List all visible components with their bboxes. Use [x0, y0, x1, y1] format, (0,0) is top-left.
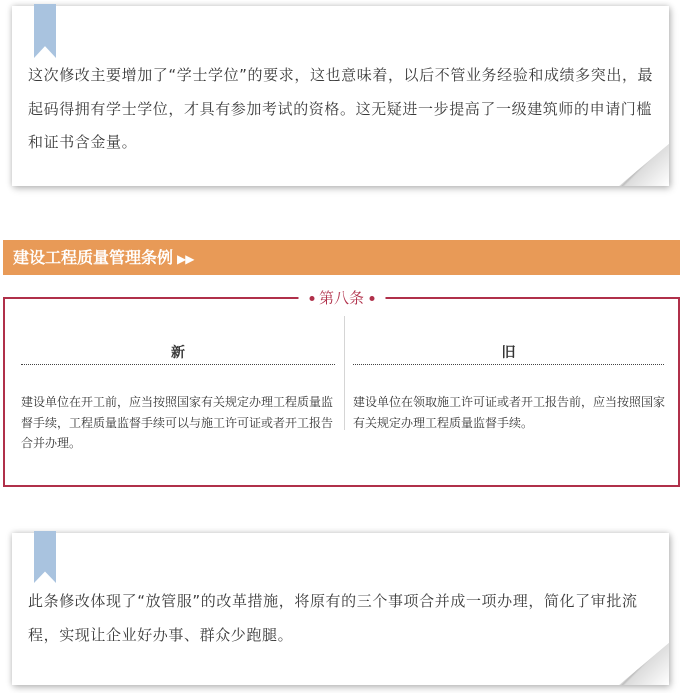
double-play-arrow-icon: ▶▶ [177, 252, 194, 266]
bookmark-ribbon-icon [34, 531, 56, 583]
commentary-card-2 [12, 533, 669, 685]
banner-title: 建设工程质量管理条例 [13, 248, 174, 267]
new-version-text: 建设单位在开工前，应当按照国家有关规定办理工程质量监督手续，工程质量监督手续可以与施工许可证或者开工报告合并办理。 [21, 395, 334, 450]
old-version-text: 建设单位在领取施工许可证或者开工报告前，应当按照国家有关规定办理工程质量监督手续。 [353, 395, 666, 430]
old-version-heading: 旧 [353, 342, 664, 365]
commentary-text-1: 这次修改主要增加了“学士学位”的要求，这也意味着，以后不管业务经验和成绩多突出，最起码得拥有学士学位，才具有参加考试的资格。这无疑进一步提高了一级建筑师的申请门槛和证书含金量。 [28, 66, 654, 151]
old-version-column [345, 299, 678, 485]
commentary-card-1 [12, 6, 669, 186]
article-title-text: 第八条 [318, 289, 365, 307]
new-version-column [5, 299, 343, 485]
section-banner [3, 240, 680, 275]
article-comparison-box [3, 289, 680, 487]
commentary-text-2: 此条修改体现了“放管服”的改革措施，将原有的三个事项合并成一项办理，简化了审批流程，实现让企业好办事、群众少跑腿。 [28, 592, 638, 644]
bookmark-ribbon-icon [34, 4, 56, 58]
new-version-heading: 新 [21, 342, 335, 365]
